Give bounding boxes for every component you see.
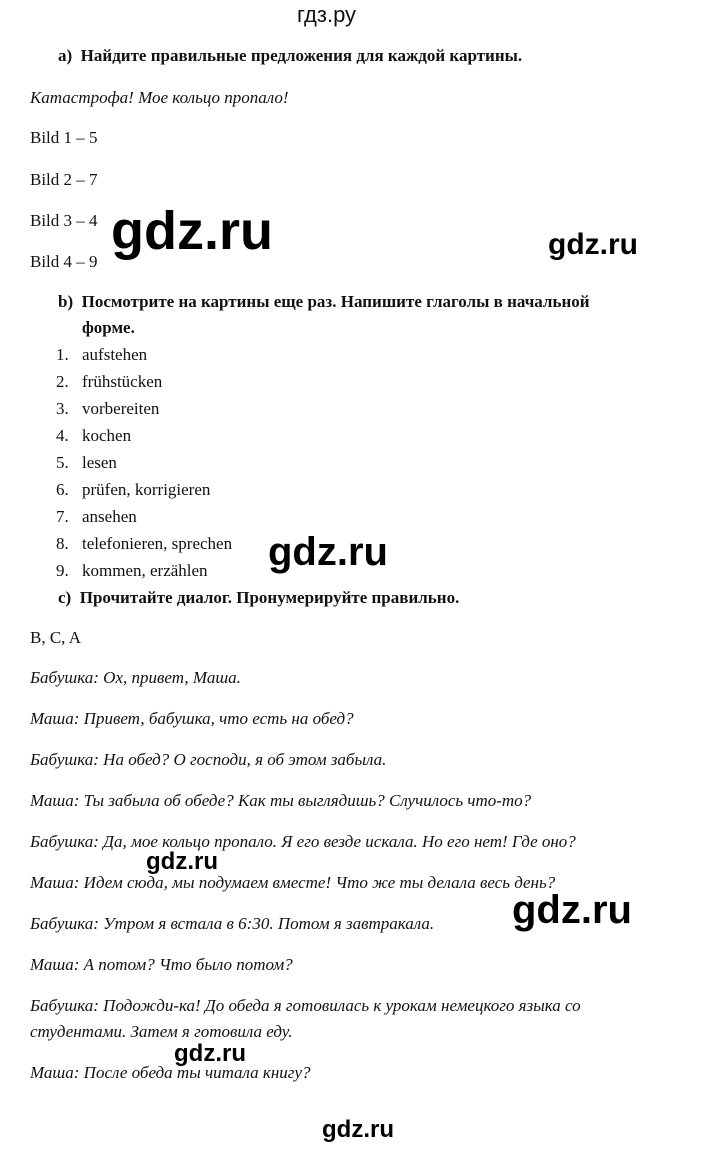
- task-a-answer: Bild 2 – 7: [30, 170, 98, 189]
- dialog-line: Маша: А потом? Что было потом?: [30, 955, 293, 974]
- dialog-line: Бабушка: Ох, привет, Маша.: [30, 668, 241, 687]
- task-b-title-line2: форме.: [82, 318, 135, 337]
- task-c-label: c): [58, 588, 72, 607]
- watermark: gdz.ru: [174, 1040, 246, 1067]
- watermark: gdz.ru: [512, 888, 632, 932]
- task-b-heading: [58, 292, 590, 312]
- task-c-answer: B, C, A: [30, 628, 82, 647]
- dialog-line: Маша: После обеда ты читала книгу?: [30, 1063, 311, 1082]
- dialog-line: Маша: Идем сюда, мы подумаем вместе! Что же ты делала весь день?: [30, 873, 556, 892]
- site-header: гдз.ру: [297, 2, 357, 27]
- list-item: 1. aufstehen: [56, 345, 148, 364]
- list-item: 7. ansehen: [56, 507, 137, 526]
- task-a-answer: Bild 1 – 5: [30, 128, 98, 147]
- watermark: gdz.ru: [146, 848, 218, 875]
- list-item: 4. kochen: [56, 426, 132, 445]
- dialog-line: Бабушка: Утром я встала в 6:30. Потом я завтракала.: [30, 914, 435, 933]
- list-item: 2. frühstücken: [56, 372, 163, 391]
- task-a-intro: Катастрофа! Мое кольцо пропало!: [30, 88, 289, 107]
- list-item: 9. kommen, erzählen: [56, 561, 208, 580]
- list-item: 5. lesen: [56, 453, 117, 472]
- list-item: 3. vorbereiten: [56, 399, 160, 418]
- dialog-line: студентами. Затем я готовила еду.: [30, 1022, 293, 1041]
- list-item: 6. prüfen, korrigieren: [56, 480, 211, 499]
- watermark: gdz.ru: [111, 201, 273, 261]
- task-a-label: a): [58, 46, 73, 65]
- task-b-title-line1: Посмотрите на картины еще раз. Напишите глаголы в начальной: [81, 292, 590, 311]
- watermark: gdz.ru: [268, 530, 388, 574]
- dialog-line: Бабушка: Подожди-ка! До обеда я готовилась к урокам немецкого языка со: [30, 996, 581, 1015]
- dialog-line: Бабушка: На обед? О господи, я об этом забыла.: [30, 750, 387, 769]
- task-b-label: b): [58, 292, 74, 311]
- list-item: 8. telefonieren, sprechen: [56, 534, 233, 553]
- dialog-line: Маша: Ты забыла об обеде? Как ты выглядишь? Случилось что-то?: [30, 791, 532, 810]
- watermark: gdz.ru: [322, 1116, 394, 1143]
- task-a-title: Найдите правильные предложения для каждой картины.: [80, 46, 523, 65]
- task-c-heading: [58, 588, 459, 608]
- task-a-answer: Bild 3 – 4: [30, 211, 98, 230]
- task-a-answer: Bild 4 – 9: [30, 252, 98, 271]
- task-c-title: Прочитайте диалог. Пронумерируйте правильно.: [79, 588, 460, 607]
- dialog-line: Маша: Привет, бабушка, что есть на обед?: [30, 709, 354, 728]
- watermark: gdz.ru: [548, 228, 638, 261]
- task-a-heading: [58, 46, 522, 66]
- dialog-line: Бабушка: Да, мое кольцо пропало. Я его везде искала. Но его нет! Где оно?: [30, 832, 576, 851]
